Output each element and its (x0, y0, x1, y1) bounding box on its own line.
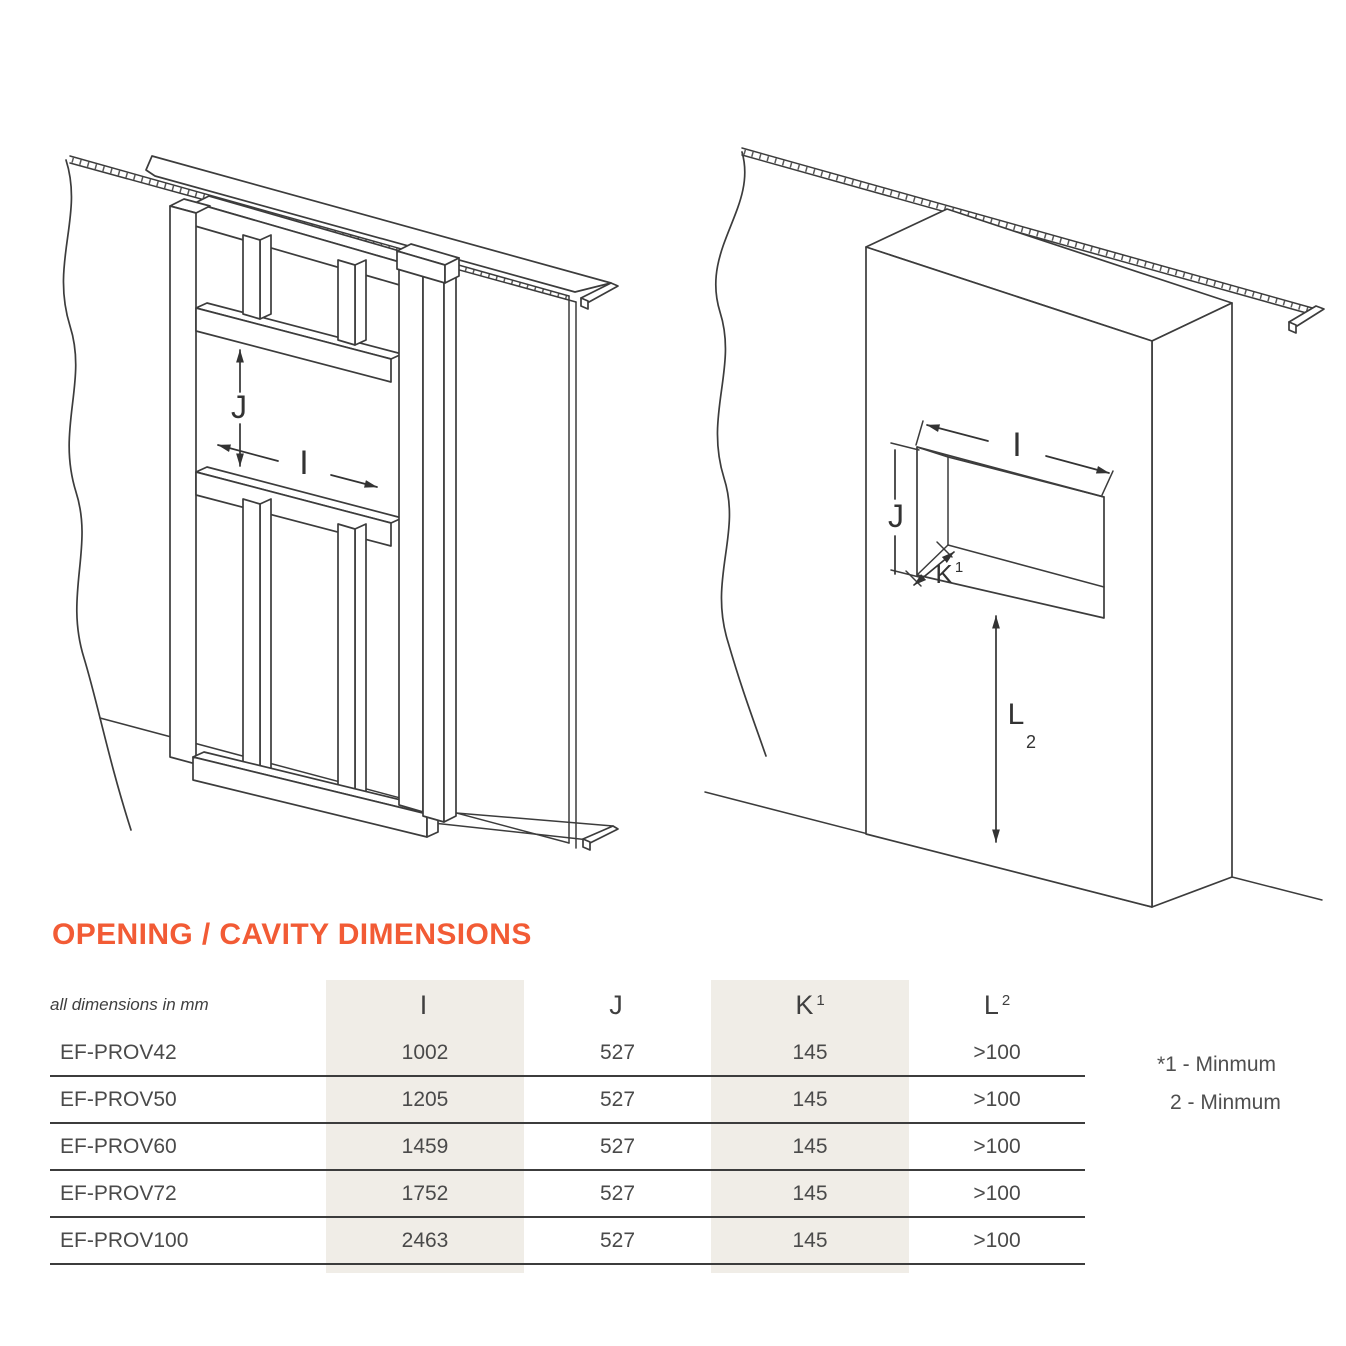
shade-band-i (326, 1265, 524, 1273)
torn-edge-right (716, 152, 766, 756)
value-cell-l: >100 (973, 1040, 1021, 1064)
unit-note: all dimensions in mm (50, 995, 209, 1014)
stud-frame (170, 196, 459, 837)
shade-band-k (711, 1265, 909, 1273)
table-header-row (50, 980, 1085, 1030)
footnote-2: 2 - Minmum (1170, 1091, 1281, 1114)
value-cell-i: 1205 (326, 1076, 524, 1123)
trimmer-stud (423, 269, 444, 822)
header-label-i: I (419, 989, 428, 1020)
header-label-j: J (609, 989, 623, 1020)
model-cell: EF-PROV60 (60, 1134, 177, 1158)
header-sup-l: 2 (1001, 991, 1011, 1009)
value-cell-j: 527 (599, 1087, 636, 1111)
table-row (50, 1170, 1085, 1217)
value-cell-j: 527 (599, 1040, 636, 1064)
value-cell-j: 527 (599, 1181, 636, 1205)
page-title: OPENING / CAVITY DIMENSIONS (52, 918, 532, 951)
value-cell-j: 527 (599, 1228, 636, 1252)
right-king-stud (399, 262, 423, 812)
value-cell-k: 145 (711, 1030, 909, 1076)
value-cell-k: 145 (711, 1123, 909, 1170)
left-king-stud (170, 206, 196, 764)
header-label-k: K (795, 989, 814, 1020)
dimensions-table (50, 980, 1085, 1265)
table-row (50, 1217, 1085, 1264)
value-cell-l: >100 (973, 1181, 1021, 1205)
dim-label-k-sup: 1 (954, 559, 964, 576)
lower-stud-2 (338, 524, 355, 799)
value-cell-i: 1459 (326, 1123, 524, 1170)
lower-stud-1 (243, 499, 260, 774)
dim-label-j-left: J (231, 389, 247, 425)
value-cell-k: 145 (711, 1170, 909, 1217)
dim-label-l-sub: 2 (1025, 732, 1037, 752)
dim-label-i-right: I (1012, 426, 1022, 464)
table-row (50, 1030, 1085, 1076)
table-row (50, 1123, 1085, 1170)
value-cell-l: >100 (973, 1134, 1021, 1158)
dim-label-l: L (1007, 698, 1025, 731)
model-cell: EF-PROV100 (60, 1228, 189, 1252)
dimensions-table-wrap (50, 980, 1085, 1265)
dim-label-k: K (935, 559, 953, 589)
dim-label-i-left: I (299, 444, 309, 482)
torn-edge-left (63, 160, 131, 830)
dim-arrow-i (218, 445, 278, 461)
value-cell-i: 1002 (326, 1030, 524, 1076)
header-sup-k: 1 (816, 991, 825, 1009)
value-cell-l: >100 (973, 1228, 1021, 1252)
column-header-k (711, 980, 909, 1030)
value-cell-l: >100 (973, 1087, 1021, 1111)
model-cell: EF-PROV72 (60, 1181, 177, 1205)
model-cell: EF-PROV42 (60, 1040, 177, 1064)
footnotes (1157, 1052, 1281, 1128)
value-cell-i: 2463 (326, 1217, 524, 1264)
column-header-i (326, 980, 524, 1030)
value-cell-j: 527 (599, 1134, 636, 1158)
value-cell-k: 145 (711, 1217, 909, 1264)
wall-frame-diagram (63, 156, 618, 850)
cripple-stud-1 (243, 235, 260, 319)
value-cell-k: 145 (711, 1076, 909, 1123)
dim-label-j-right: J (888, 498, 904, 534)
cripple-stud-2 (338, 260, 355, 345)
footnote-1: *1 - Minmum (1157, 1053, 1277, 1076)
value-cell-i: 1752 (326, 1170, 524, 1217)
wall-cavity-diagram (705, 148, 1324, 907)
column-header-j (524, 980, 711, 1030)
model-cell: EF-PROV50 (60, 1087, 177, 1111)
table-row (50, 1076, 1085, 1123)
header-label-l: L (983, 989, 999, 1020)
column-header-l (909, 980, 1085, 1030)
